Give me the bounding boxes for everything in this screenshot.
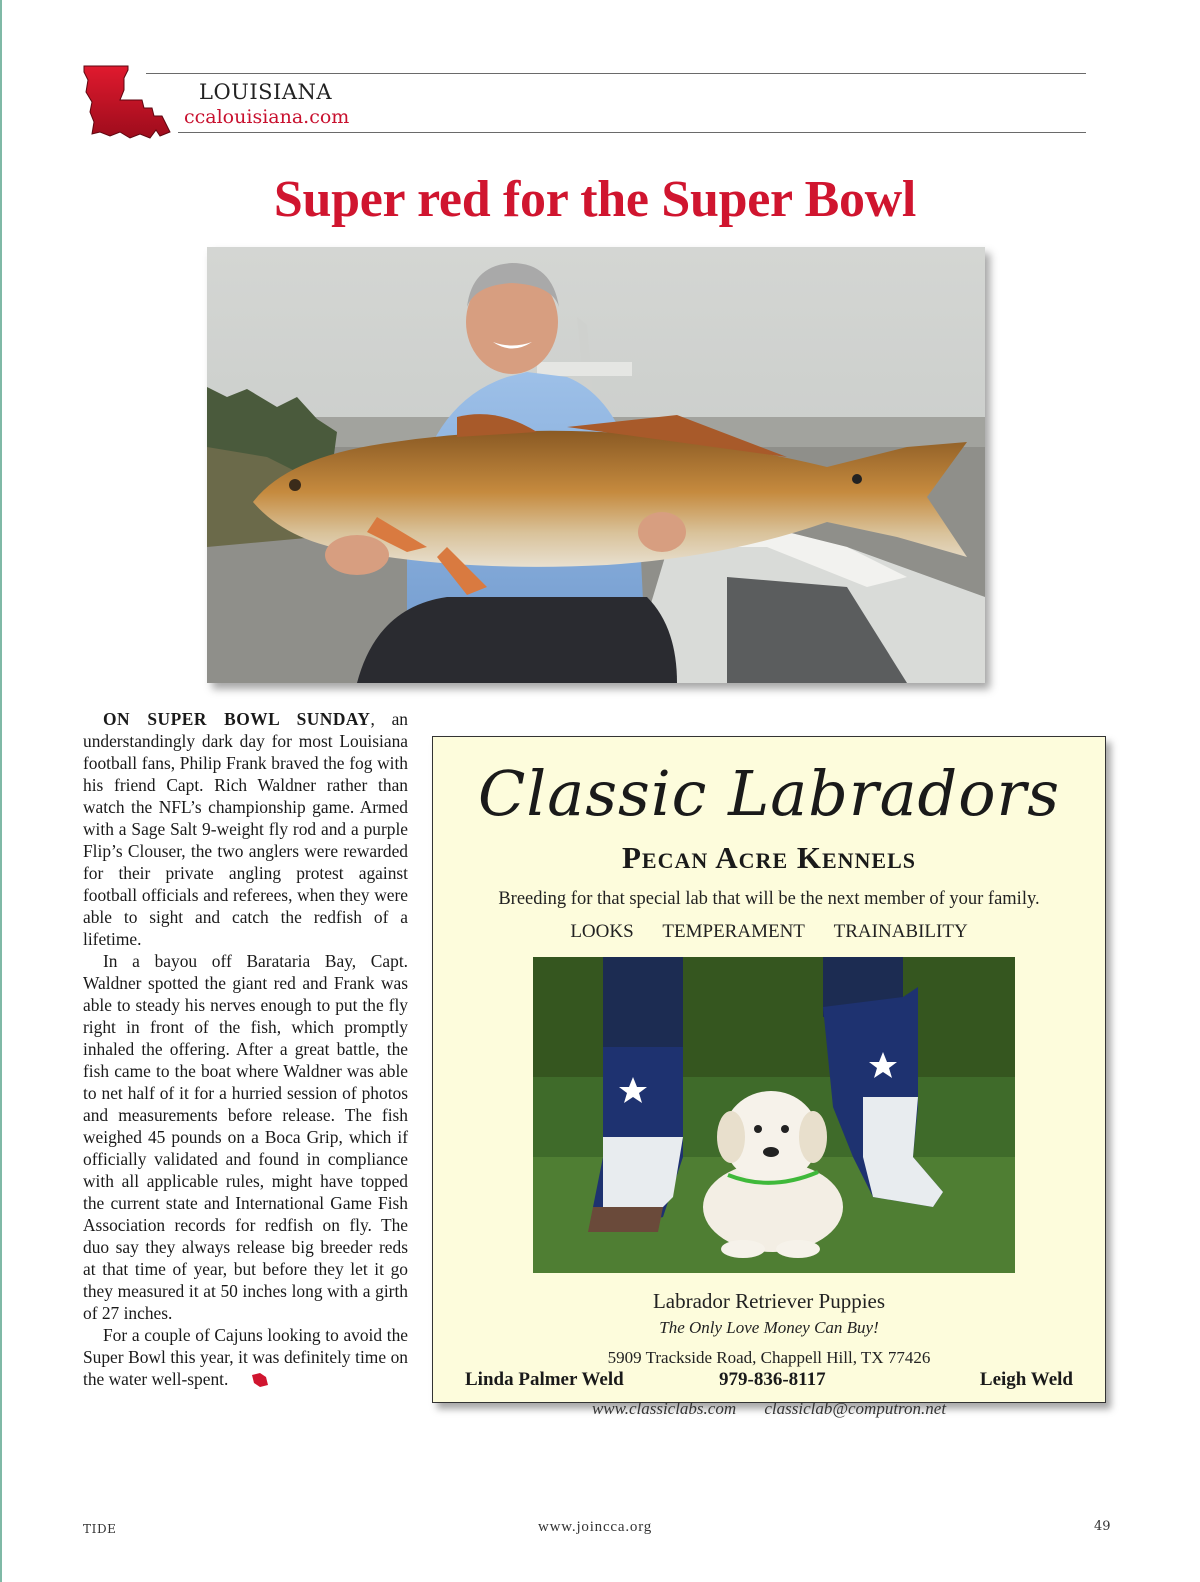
article-body — [83, 708, 408, 1390]
ad-tagline: Breeding for that special lab that will be the next member of your family. — [498, 889, 1040, 909]
ad-phone[interactable]: 979-836-8117 — [719, 1369, 826, 1390]
ad-web-row — [433, 1399, 1105, 1419]
ad-feature: LOOKS — [570, 921, 634, 942]
article-headline: Super red for the Super Bowl — [273, 171, 917, 228]
ad-puppies-line: Labrador Retriever Puppies — [652, 1289, 886, 1313]
page-edge-rule — [0, 0, 2, 1582]
louisiana-state-map-icon — [80, 62, 172, 142]
article-lead: ON SUPER BOWL SUNDAY — [103, 709, 371, 729]
article-paragraph: In a bayou off Barataria Bay, Capt. Waldner spotted the giant red and Frank was able to steady his nerves enough to put the fly right in front of the fish, which promptly inhaled the offering. After a great battle, the fish came to the boat where Waldner was able to net half of it for a hurried session of photos and measurements before release. The fish weighed 45 pounds on a Boca Grip, which if officially validated and found in compliance with all applicable rules, might have topped the current state and International Game Fish Association records for redfish on fly. The duo say they always release big breeder reds at that time of year, but before they let it go they measured it at 50 inches long with a girth of 27 inches. — [83, 951, 408, 1323]
article-paragraph-text: For a couple of Cajuns looking to avoid the Super Bowl this year, it was definitely time on the water well-spent. — [83, 1325, 408, 1389]
ad-address: 5909 Trackside Road, Chappell Hill, TX 77426 — [607, 1348, 931, 1367]
page-number: 49 — [1094, 1519, 1111, 1534]
classic-labradors-advertisement[interactable] — [432, 736, 1106, 1418]
ad-title: Classic Labradors — [477, 757, 1061, 830]
ad-contact-name-right: Leigh Weld — [979, 1369, 1073, 1390]
section-title: LOUISIANA — [199, 80, 333, 104]
article-paragraph — [83, 708, 408, 950]
article-paragraph — [83, 1324, 408, 1390]
ad-website-link[interactable]: www.classiclabs.com — [591, 1399, 737, 1418]
footer-url-link[interactable]: www.joincca.org — [537, 1519, 653, 1535]
header-rule-bottom — [178, 132, 1086, 133]
ad-slogan: The Only Love Money Can Buy! — [659, 1318, 879, 1337]
end-mark-icon — [230, 1371, 250, 1389]
ad-subtitle: Pecan Acre Kennels — [621, 840, 917, 875]
ad-feature: TEMPERAMENT — [662, 921, 805, 942]
article-paragraph-text: , an understandingly dark day for most Louisiana football fans, Philip Frank braved the fog with his friend Capt. Rich Waldner rather than watch the NFL’s championship game. Armed with a Sage Salt 9-weight fly rod and a purple Flip’s Clouser, the two anglers were rewarded for their private angling protest against football officials and referees, when they were able to sight and catch the redfish of a lifetime. — [83, 709, 408, 949]
ad-feature: TRAINABILITY — [833, 921, 968, 942]
ad-contact-name-left: Linda Palmer Weld — [465, 1369, 624, 1390]
section-website-link[interactable]: ccalouisiana.com — [184, 106, 350, 128]
header-rule-top — [146, 73, 1086, 74]
ad-features — [433, 921, 1105, 943]
footer-publication: TIDE — [83, 1522, 117, 1536]
angler-holding-redfish-photo — [207, 247, 985, 683]
puppy-with-boots-photo — [533, 957, 1015, 1273]
ad-email-link[interactable]: classiclab@computron.net — [764, 1399, 947, 1418]
